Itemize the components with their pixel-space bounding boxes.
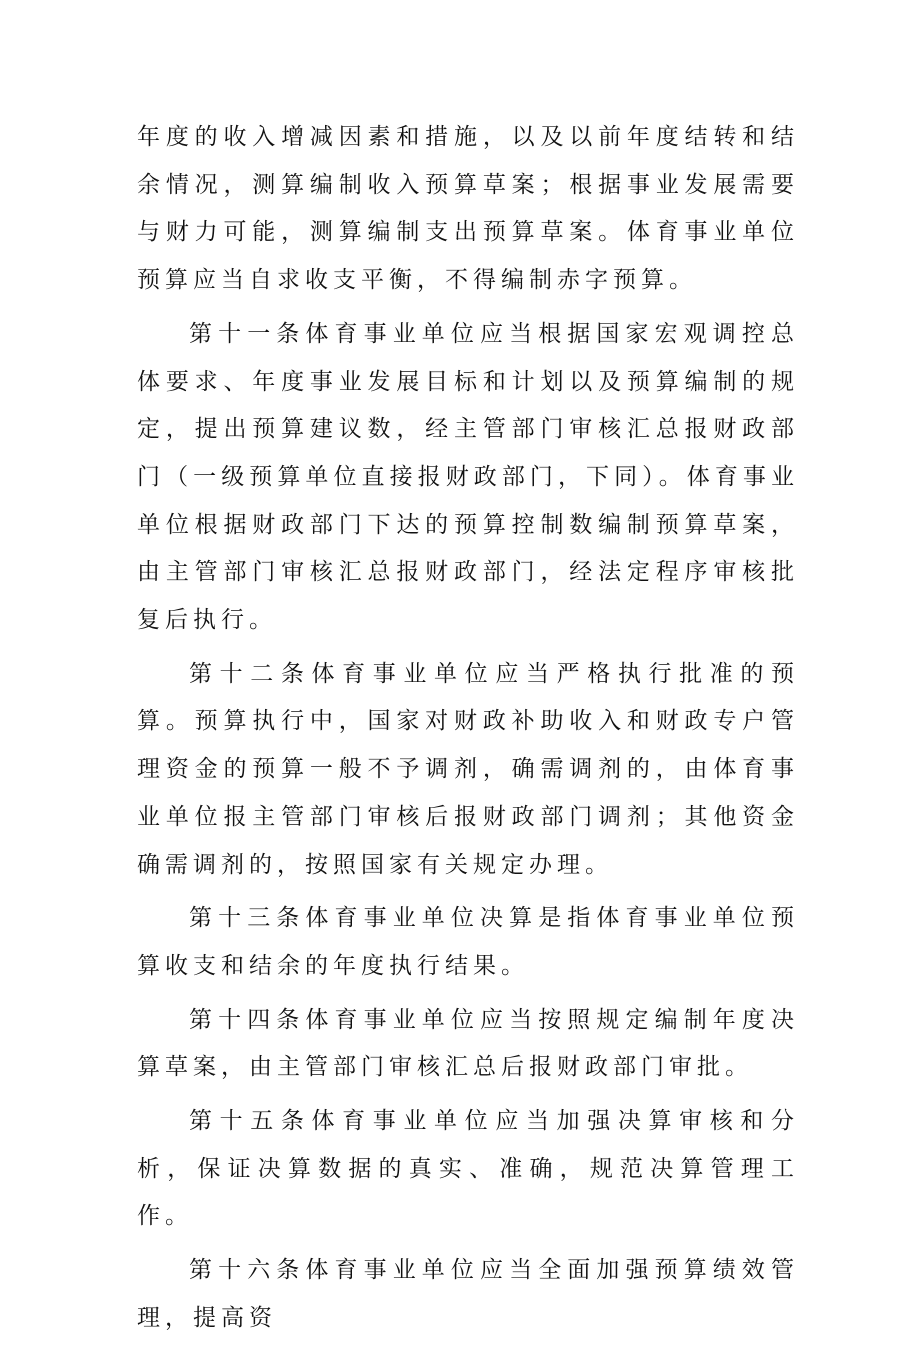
document-body [137, 114, 799, 1349]
paragraph-article-12: 第十二条体育事业单位应当严格执行批准的预算。预算执行中，国家对财政补助收入和财政专户管理资金的预算一般不予调剂，确需调剂的，由体育事业单位报主管部门审核后报财政部门调剂；其他资金确需调剂的，按照国家有关规定办理。 [137, 660, 799, 878]
paragraph-article-16: 第十六条体育事业单位应当全面加强预算绩效管理，提高资 [137, 1257, 799, 1331]
paragraph-article-11: 第十一条体育事业单位应当根据国家宏观调控总体要求、年度事业发展目标和计划以及预算编制的规定，提出预算建议数，经主管部门审核汇总报财政部门（一级预算单位直接报财政部门，下同）。体育事业单位根据财政部门下达的预算控制数编制预算草案，由主管部门审核汇总报财政部门，经法定程序审核批复后执行。 [137, 320, 799, 634]
paragraph-article-14: 第十四条体育事业单位应当按照规定编制年度决算草案，由主管部门审核汇总后报财政部门审批。 [137, 1006, 799, 1081]
paragraph-article-13: 第十三条体育事业单位决算是指体育事业单位预算收支和结余的年度执行结果。 [137, 905, 799, 979]
paragraph-article-15: 第十五条体育事业单位应当加强决算审核和分析，保证决算数据的真实、准确，规范决算管理工作。 [137, 1108, 799, 1230]
paragraph-continuation: 年度的收入增减因素和措施，以及以前年度结转和结余情况，测算编制收入预算草案；根据事业发展需要与财力可能，测算编制支出预算草案。体育事业单位预算应当自求收支平衡，不得编制赤字预算。 [137, 124, 799, 294]
